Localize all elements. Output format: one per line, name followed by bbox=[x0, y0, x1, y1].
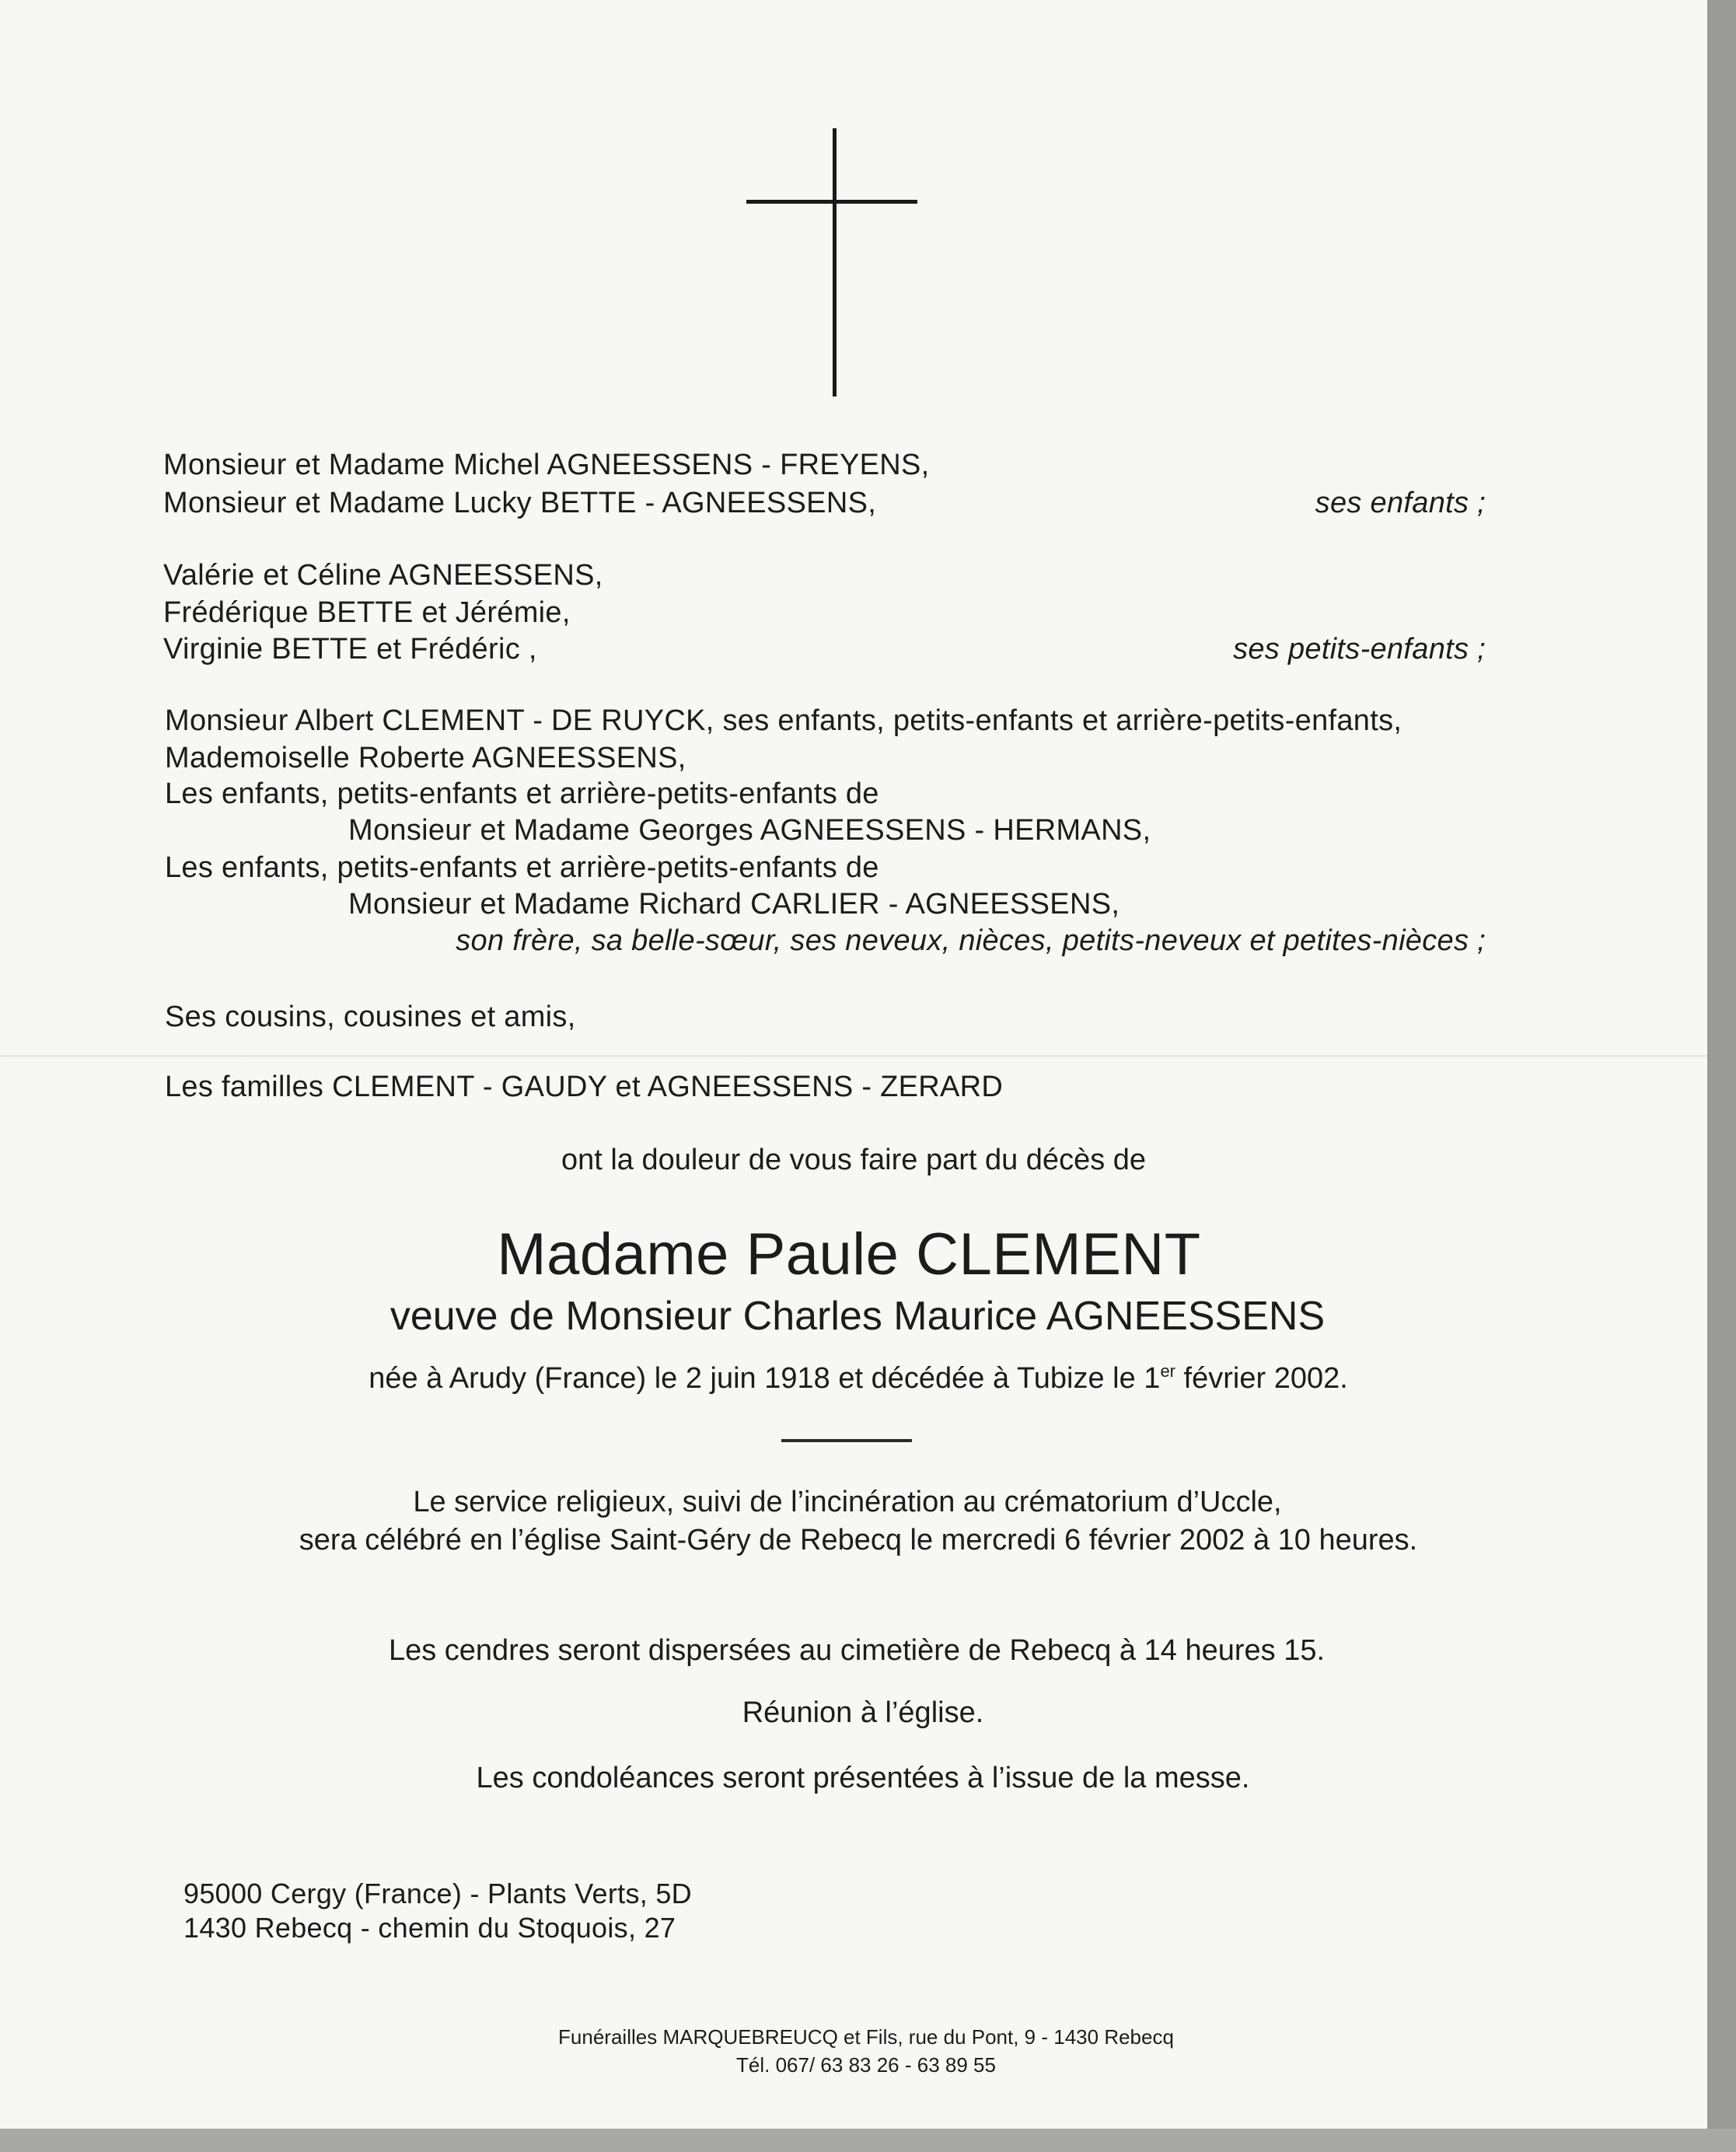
meeting-line: Réunion à l’église. bbox=[742, 1696, 984, 1729]
grandchildren-line-3: Virginie BETTE et Frédéric , bbox=[163, 633, 537, 666]
siblings-line-1: Monsieur Albert CLEMENT - DE RUYCK, ses enfants, petits-enfants et arrière-petits-enfants, bbox=[165, 704, 1402, 737]
siblings-line-3: Les enfants, petits-enfants et arrière-petits-enfants de bbox=[165, 777, 879, 810]
cross-icon bbox=[746, 128, 917, 397]
grandchildren-line-2: Frédérique BETTE et Jérémie, bbox=[163, 596, 571, 629]
service-line-2: sera célébré en l’église Saint-Géry de Rebecq le mercredi 6 février 2002 à 10 heures. bbox=[299, 1524, 1418, 1556]
children-line-1: Monsieur et Madame Michel AGNEESSENS - FREYENS, bbox=[163, 449, 930, 481]
scan-edge-right bbox=[1707, 0, 1736, 2152]
birth-death-line bbox=[5, 1361, 1712, 1396]
divider-rule bbox=[781, 1439, 912, 1442]
cousins-line: Ses cousins, cousines et amis, bbox=[165, 1001, 576, 1033]
siblings-line-4: Monsieur et Madame Georges AGNEESSENS - HERMANS, bbox=[348, 814, 1151, 847]
siblings-line-5: Les enfants, petits-enfants et arrière-petits-enfants de bbox=[165, 851, 879, 884]
grandchildren-role: ses petits-enfants ; bbox=[1233, 633, 1486, 666]
scan-edge-bottom bbox=[0, 2129, 1736, 2152]
ordinal-suffix: er bbox=[1160, 1361, 1175, 1381]
siblings-role: son frère, sa belle-sœur, ses neveux, nièces, petits-neveux et petites-nièces ; bbox=[456, 924, 1486, 957]
birth-death-text: née à Arudy (France) le 2 juin 1918 et décédée à Tubize le 1 bbox=[369, 1362, 1161, 1395]
announcement-intro: ont la douleur de vous faire part du décès de bbox=[561, 1144, 1147, 1176]
widow-line: veuve de Monsieur Charles Maurice AGNEESSENS bbox=[389, 1294, 1326, 1339]
siblings-line-2: Mademoiselle Roberte AGNEESSENS, bbox=[165, 742, 686, 774]
deceased-name: Madame Paule CLEMENT bbox=[497, 1221, 1201, 1287]
condolences-line: Les condoléances seront présentées à l’issue de la messe. bbox=[476, 1762, 1250, 1794]
funeral-home-phone: Tél. 067/ 63 83 26 - 63 89 55 bbox=[736, 2053, 996, 2077]
birth-death-end: février 2002. bbox=[1175, 1362, 1348, 1395]
service-line-1: Le service religieux, suivi de l’incinération au crématorium d’Uccle, bbox=[413, 1486, 1282, 1518]
address-line-2: 1430 Rebecq - chemin du Stoquois, 27 bbox=[183, 1912, 676, 1944]
address-line-1: 95000 Cergy (France) - Plants Verts, 5D bbox=[183, 1878, 692, 1909]
funeral-home-line: Funérailles MARQUEBREUCQ et Fils, rue du Pont, 9 - 1430 Rebecq bbox=[558, 2025, 1174, 2049]
fold-line bbox=[0, 1055, 1707, 1057]
children-role: ses enfants ; bbox=[1315, 487, 1486, 519]
families-line: Les familles CLEMENT - GAUDY et AGNEESSENS - ZERARD bbox=[165, 1071, 1004, 1103]
grandchildren-line-1: Valérie et Céline AGNEESSENS, bbox=[163, 559, 603, 592]
ashes-line: Les cendres seront dispersées au cimetière de Rebecq à 14 heures 15. bbox=[388, 1634, 1326, 1667]
children-line-2: Monsieur et Madame Lucky BETTE - AGNEESSENS, bbox=[163, 487, 877, 519]
siblings-line-6: Monsieur et Madame Richard CARLIER - AGNEESSENS, bbox=[348, 888, 1120, 921]
